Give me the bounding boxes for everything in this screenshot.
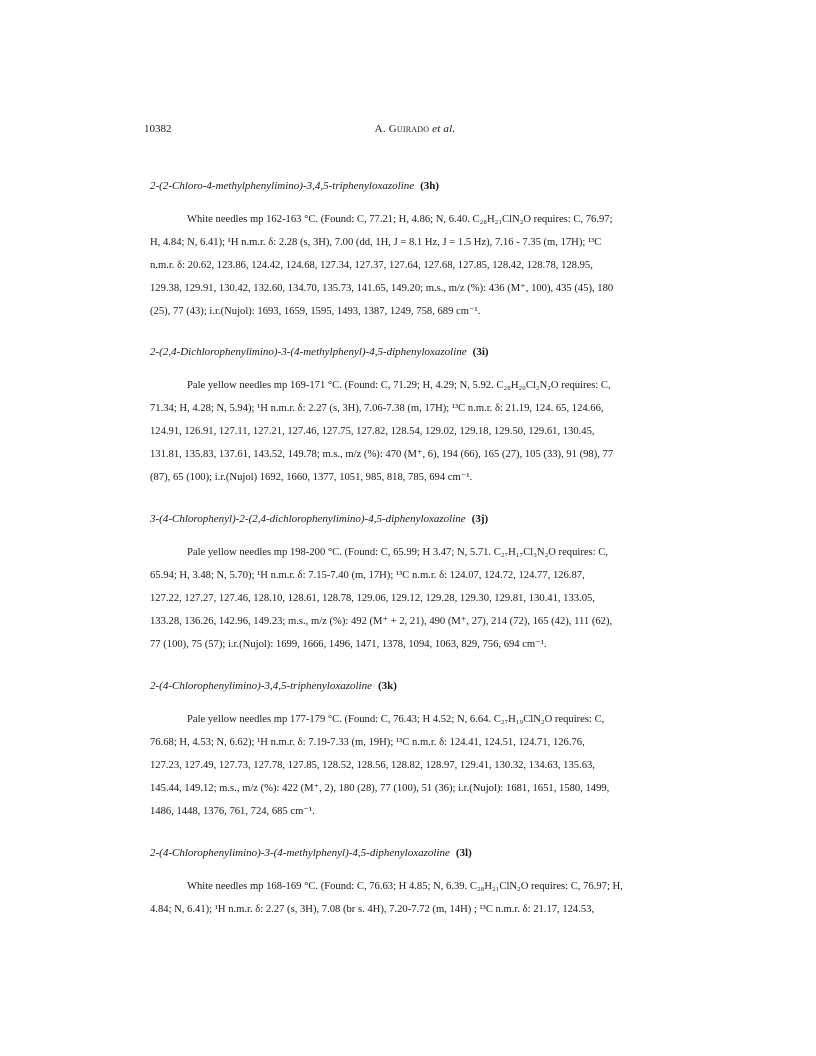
compound-heading (150, 847, 687, 863)
compound-title: 3-(4-Chlorophenyl)-2-(2,4-dichlorophenylimino)-4,5-diphenyloxazoline (150, 513, 466, 525)
compound-code: (3l) (455, 847, 472, 859)
page-header (144, 123, 686, 139)
compound-code: (3k) (378, 680, 397, 692)
compound-code: (3j) (471, 513, 489, 525)
compound-title: 2-(2,4-Dichlorophenylimino)-3-(4-methylphenyl)-4,5-diphenyloxazoline (150, 346, 467, 358)
compound-heading (150, 513, 687, 529)
compound-title: 2-(4-Chlorophenylimino)-3-(4-methylphenyl)-4,5-diphenyloxazoline (150, 847, 450, 859)
compound-heading (150, 346, 687, 362)
compound-code: (3i) (472, 346, 489, 358)
compound-code: (3h) (420, 180, 440, 192)
page-number: 10382 (144, 123, 172, 135)
running-head-et-al: et al. (432, 123, 456, 135)
compound-title: 2-(2-Chloro-4-methylphenylimino)-3,4,5-triphenyloxazoline (150, 180, 415, 192)
description-line: (25), 77 (43); i.r.(Nujol): 1693, 1659, 1595, 1493, 1387, 1249, 758, 689 cm⁻¹. (150, 306, 481, 318)
description-line: n.m.r. δ: 20.62, 123.86, 124.42, 124.68, 127.34, 127.37, 127.64, 127.68, 127.85, 128.42, 128.78, 128.95, (150, 260, 593, 272)
description-line: 76.68; H, 4.53; N, 6.62); ¹H n.m.r. δ: 7.19-7.33 (m, 19H); ¹³C n.m.r. δ: 124.41, 124.51, 124.71, 126.76, (150, 737, 585, 749)
description-line: Pale yellow needles mp 169-171 °C. (Found: C, 71.29; H, 4.29; N, 5.92. C₂₈H₂₀Cl₂N₂O requires: C, (187, 380, 611, 391)
description-line: White needles mp 162-163 °C. (Found: C, 77.21; H, 4.86; N, 6.40. C₂₈H₂₁ClN₂O requires: C, 76.97; (187, 214, 613, 225)
description-line: Pale yellow needles mp 177-179 °C. (Found: C, 76.43; H 4.52; N, 6.64. C₂₇H₁₉ClN₂O requires: C, (187, 714, 605, 725)
description-line: 1486, 1448, 1376, 761, 724, 685 cm⁻¹. (150, 806, 315, 818)
description-line: 71.34; H, 4.28; N, 5.94); ¹H n.m.r. δ: 2.27 (s, 3H), 7.06-7.38 (m, 17H); ¹³C n.m.r. δ: 21.19, 124. 65, 124.66, (150, 403, 604, 415)
running-head (144, 123, 686, 135)
description-line: White needles mp 168-169 °C. (Found: C, 76.63; H 4.85; N, 6.39. C₂₈H₂₁ClN₂O requires: C, 76.97; H, (187, 881, 623, 892)
compound-entry-3k (150, 680, 687, 823)
description-line: (87), 65 (100); i.r.(Nujol) 1692, 1660, 1377, 1051, 985, 818, 785, 694 cm⁻¹. (150, 472, 473, 484)
compound-description (150, 541, 687, 656)
running-head-author: A. Guirado (374, 123, 430, 135)
description-line: 124.91, 126.91, 127.11, 127.21, 127.46, 127.75, 127.82, 128.54, 129.02, 129.18, 129.50, 129.61, 130.45, (150, 426, 595, 438)
compound-entry-3h (150, 180, 687, 323)
compound-description (150, 875, 687, 921)
compound-description (150, 208, 687, 323)
compound-entry-3l (150, 847, 687, 921)
description-line: 77 (100), 75 (57); i.r.(Nujol): 1699, 1666, 1496, 1471, 1378, 1094, 1063, 829, 756, 694 cm⁻¹. (150, 639, 547, 651)
description-line: 133.28, 136.26, 142.96, 149.23; m.s., m/z (%): 492 (M⁺ + 2, 21), 490 (M⁺, 27), 214 (72), 165 (42), 111 (62), (150, 616, 613, 628)
compound-entry-3j (150, 513, 687, 656)
description-line: 4.84; N, 6.41); ¹H n.m.r. δ: 2.27 (s, 3H), 7.08 (br s. 4H), 7.20-7.72 (m, 14H) ; ¹³C n.m.r. δ: 21.17, 124.53, (150, 904, 595, 916)
compound-entry-3i (150, 346, 687, 489)
description-line: 131.81, 135.83, 137.61, 143.52, 149.78; m.s., m/z (%): 470 (M⁺, 6), 194 (66), 165 (27), 105 (33), 91 (98), 77 (150, 449, 614, 461)
compound-description (150, 708, 687, 823)
compound-title: 2-(4-Chlorophenylimino)-3,4,5-triphenyloxazoline (150, 680, 372, 692)
description-line: H, 4.84; N, 6.41); ¹H n.m.r. δ: 2.28 (s, 3H), 7.00 (dd, 1H, J = 8.1 Hz, J = 1.5 Hz), 7.16 - 7.35 (m, 17H); ¹³C (150, 237, 602, 249)
description-line: 65.94; H, 3.48; N, 5.70); ¹H n.m.r. δ: 7.15-7.40 (m, 17H); ¹³C n.m.r. δ: 124.07, 124.72, 124.77, 126.87, (150, 570, 585, 582)
description-line: 127.22, 127.27, 127.46, 128.10, 128.61, 128.78, 129.06, 129.12, 129.28, 129.30, 129.81, 130.41, 133.05, (150, 593, 595, 605)
description-line: 127.23, 127.49, 127.73, 127.78, 127.85, 128.52, 128.56, 128.82, 128.97, 129.41, 130.32, 134.63, 135.63, (150, 760, 595, 772)
compound-description (150, 374, 687, 489)
description-line: 145.44, 149.12; m.s., m/z (%): 422 (M⁺, 2), 180 (28), 77 (100), 51 (36); i.r.(Nujol): 1681, 1651, 1580, 1499, (150, 783, 610, 795)
compound-heading (150, 680, 687, 696)
compound-heading (150, 180, 687, 196)
description-line: Pale yellow needles mp 198-200 °C. (Found: C, 65.99; H 3.47; N, 5.71. C₂₇H₁₇Cl₃N₂O requires: C, (187, 547, 608, 558)
description-line: 129.38, 129.91, 130.42, 132.60, 134.70, 135.73, 141.65, 149.20; m.s., m/z (%): 436 (M⁺, 100), 435 (45), 180 (150, 283, 614, 295)
